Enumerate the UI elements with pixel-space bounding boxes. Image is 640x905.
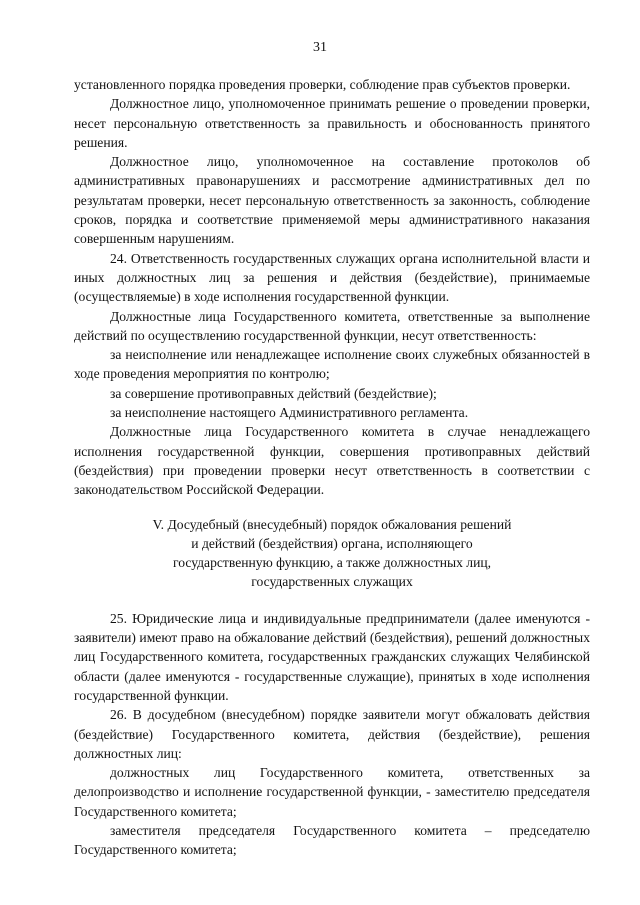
paragraph: за совершение противоправных действий (бездействие); [110, 385, 437, 401]
paragraph: Должностное лицо, уполномоченное на составление протоколов об административных правонарушениях и рассмотрение административных дел по результатам проверки, несет персональную ответственность за законность, соблюдение сроков, порядка и соответствие применяемой меры административного наказания совершенным нарушениям. [74, 154, 590, 247]
appeal-section [74, 609, 590, 860]
paragraph: за неисполнение настоящего Административного регламента. [110, 405, 469, 421]
paragraph: 25. Юридические лица и индивидуальные предприниматели (далее именуются - заявители) имеют право на обжалование действий (бездействия), решений должностных лиц Государственного комитета, государственных гражданских служащих Челябинской области (далее именуются - государственные служащие), принятых в ходе исполнения государственной функции. [74, 610, 590, 703]
document-body [74, 75, 590, 860]
responsibility-section [74, 75, 590, 500]
section-heading-line: государственную функцию, а также должностных лиц, [172, 555, 492, 571]
paragraph: Должностные лица Государственного комитета в случае ненадлежащего исполнения государственной функции, совершения противоправных действий (бездействия) при проведении проверки несут ответственность в соответствии с законодательством Российской Федерации. [74, 424, 590, 498]
paragraph: установленного порядка проведения проверки, соблюдение прав субъектов проверки. [74, 77, 571, 92]
section-heading [74, 515, 590, 592]
paragraph: Должностное лицо, уполномоченное принимать решение о проведении проверки, несет персональную ответственность за правильность и обоснованность принятого решения. [74, 96, 590, 150]
paragraph: заместителя председателя Государственного комитета – председателю Государственного комитета; [74, 822, 590, 858]
section-heading-line: государственных служащих [251, 574, 413, 590]
paragraph: 24. Ответственность государственных служащих органа исполнительной власти и иных должностных лиц за решения и действия (бездействие), принимаемые (осуществляемые) в ходе исполнения государственной функции. [74, 250, 590, 305]
paragraph: за неисполнение или ненадлежащее исполнение своих служебных обязанностей в ходе проведения мероприятия по контролю; [74, 347, 590, 382]
section-heading-line: V. Досудебный (внесудебный) порядок обжалования решений [152, 516, 512, 532]
paragraph: 26. В досудебном (внесудебном) порядке заявители могут обжаловать действия (бездействие) Государственного комитета, действия (бездействие), решения должностных лиц: [74, 707, 590, 761]
page-number: 31 [313, 40, 327, 55]
paragraph: должностных лиц Государственного комитета, ответственных за делопроизводство и исполнение государственной функции, - заместителю председателя Государственного комитета; [74, 765, 590, 819]
paragraph: Должностные лица Государственного комитета, ответственные за выполнение действий по осуществлению государственной функции, несут ответственность: [74, 308, 590, 343]
section-heading-line: и действий (бездействия) органа, исполняющего [191, 535, 473, 551]
